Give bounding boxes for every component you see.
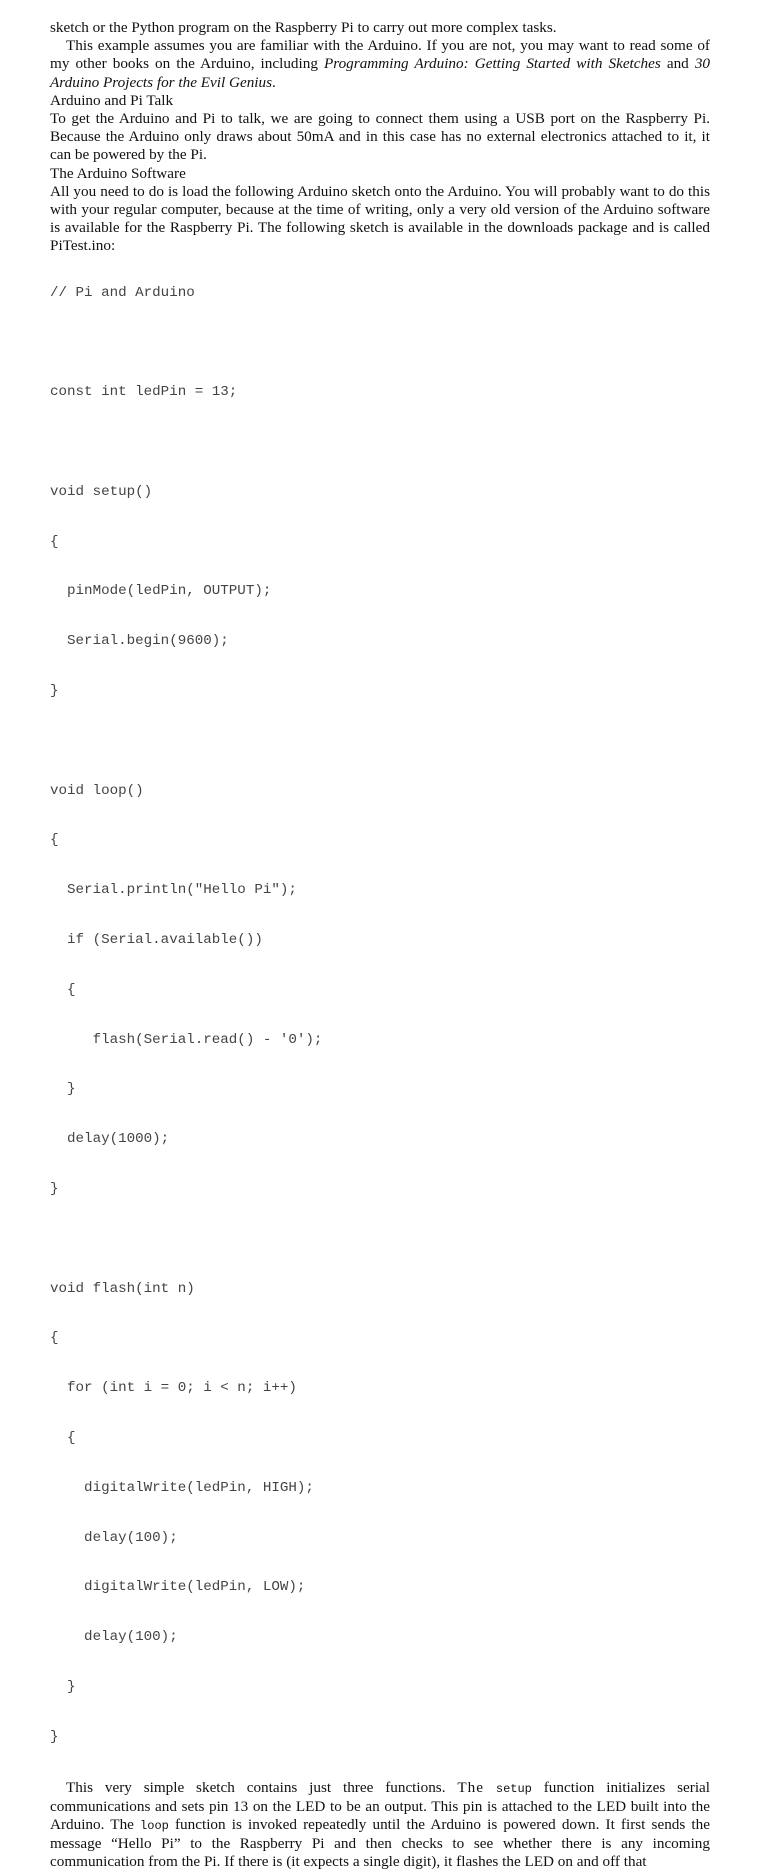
- code-listing: [50, 253, 710, 1779]
- code-line: void loop(): [50, 782, 144, 799]
- word-the: The: [457, 1778, 485, 1796]
- code-line: {: [50, 981, 76, 998]
- code-line: }: [50, 1678, 76, 1695]
- code-line: [50, 733, 710, 751]
- book-title-evil-genius: 30 Arduino Projects for the Evil Genius: [50, 55, 711, 91]
- code-line: if (Serial.available()): [50, 932, 263, 948]
- inline-code-setup: setup: [495, 1781, 532, 1796]
- conjunction-and: and: [660, 55, 695, 73]
- paragraph-explanation-text-2: function initializes serial communications and sets pin 13 on the LED to be an output. This pin is attached to the LED built into the Arduino. The: [50, 1778, 711, 1833]
- code-line: {: [50, 1429, 76, 1446]
- code-line: }: [50, 1180, 59, 1197]
- code-line: Serial.println("Hello Pi");: [50, 882, 297, 899]
- code-line: [50, 334, 710, 352]
- code-line: void flash(int n): [50, 1280, 195, 1297]
- code-line: Serial.begin(9600);: [50, 633, 229, 650]
- code-line: }: [50, 1728, 59, 1745]
- code-line: // Pi and Arduino: [50, 284, 195, 301]
- paragraph-explanation-text-3: function is invoked repeatedly until the Arduino is powered down. It first sends the message “Hello Pi” to the Raspberry Pi and then checks to see whether there is any incoming communication from the Pi. If there is (it expects a single digit), it flashes the LED on and off that: [50, 1815, 710, 1871]
- document-page: [50, 19, 710, 1872]
- code-line: {: [50, 832, 59, 849]
- inline-code-loop: loop: [140, 1818, 169, 1833]
- code-line: void setup(): [50, 483, 153, 500]
- code-line: const int ledPin = 13;: [50, 384, 238, 401]
- code-line: delay(1000);: [50, 1131, 170, 1148]
- code-line: for (int i = 0; i < n; i++): [50, 1380, 297, 1397]
- code-line: [50, 434, 710, 452]
- paragraph-assumptions-text: This example assumes you are familiar with the Arduino. If you are not, you may want to read some of my other books on the Arduino, including: [50, 37, 710, 73]
- code-line: pinMode(ledPin, OUTPUT);: [50, 583, 272, 600]
- code-line: {: [50, 1330, 59, 1347]
- period: .: [272, 73, 276, 91]
- code-line: }: [50, 683, 59, 700]
- paragraph-explanation-text: This very simple sketch contains just three functions.: [66, 1778, 458, 1796]
- code-line: [50, 1231, 710, 1249]
- code-line: {: [50, 533, 59, 550]
- code-line: delay(100);: [50, 1529, 178, 1546]
- heading-arduino-software: The Arduino Software: [50, 164, 186, 182]
- paragraph-intro: sketch or the Python program on the Raspberry Pi to carry out more complex tasks.: [50, 19, 557, 36]
- paragraph-sketch-explanation: [50, 1779, 710, 1872]
- code-line: delay(100);: [50, 1629, 178, 1646]
- paragraph-assumptions: [50, 37, 710, 92]
- paragraph-load-sketch: All you need to do is load the following Arduino sketch onto the Arduino. You will probably want to do this with your regular computer, because at the time of writing, only a very old version of the Arduino software is available for the Raspberry Pi. The following sketch is available in the downloads package and is called PiTest.ino:: [50, 182, 710, 255]
- code-line: digitalWrite(ledPin, LOW);: [50, 1579, 306, 1596]
- book-title-programming-arduino: Programming Arduino: Getting Started with Sketches: [323, 55, 661, 73]
- code-line: flash(Serial.read() - '0');: [50, 1031, 323, 1048]
- code-line: digitalWrite(ledPin, HIGH);: [50, 1479, 314, 1496]
- heading-arduino-and-pi-talk: Arduino and Pi Talk: [50, 91, 174, 109]
- code-line: }: [50, 1081, 76, 1098]
- paragraph-usb-connection: To get the Arduino and Pi to talk, we are going to connect them using a USB port on the Raspberry Pi. Because the Arduino only draws about 50mA and in this case has no external electronics attached to it, it can be powered by the Pi.: [50, 110, 710, 164]
